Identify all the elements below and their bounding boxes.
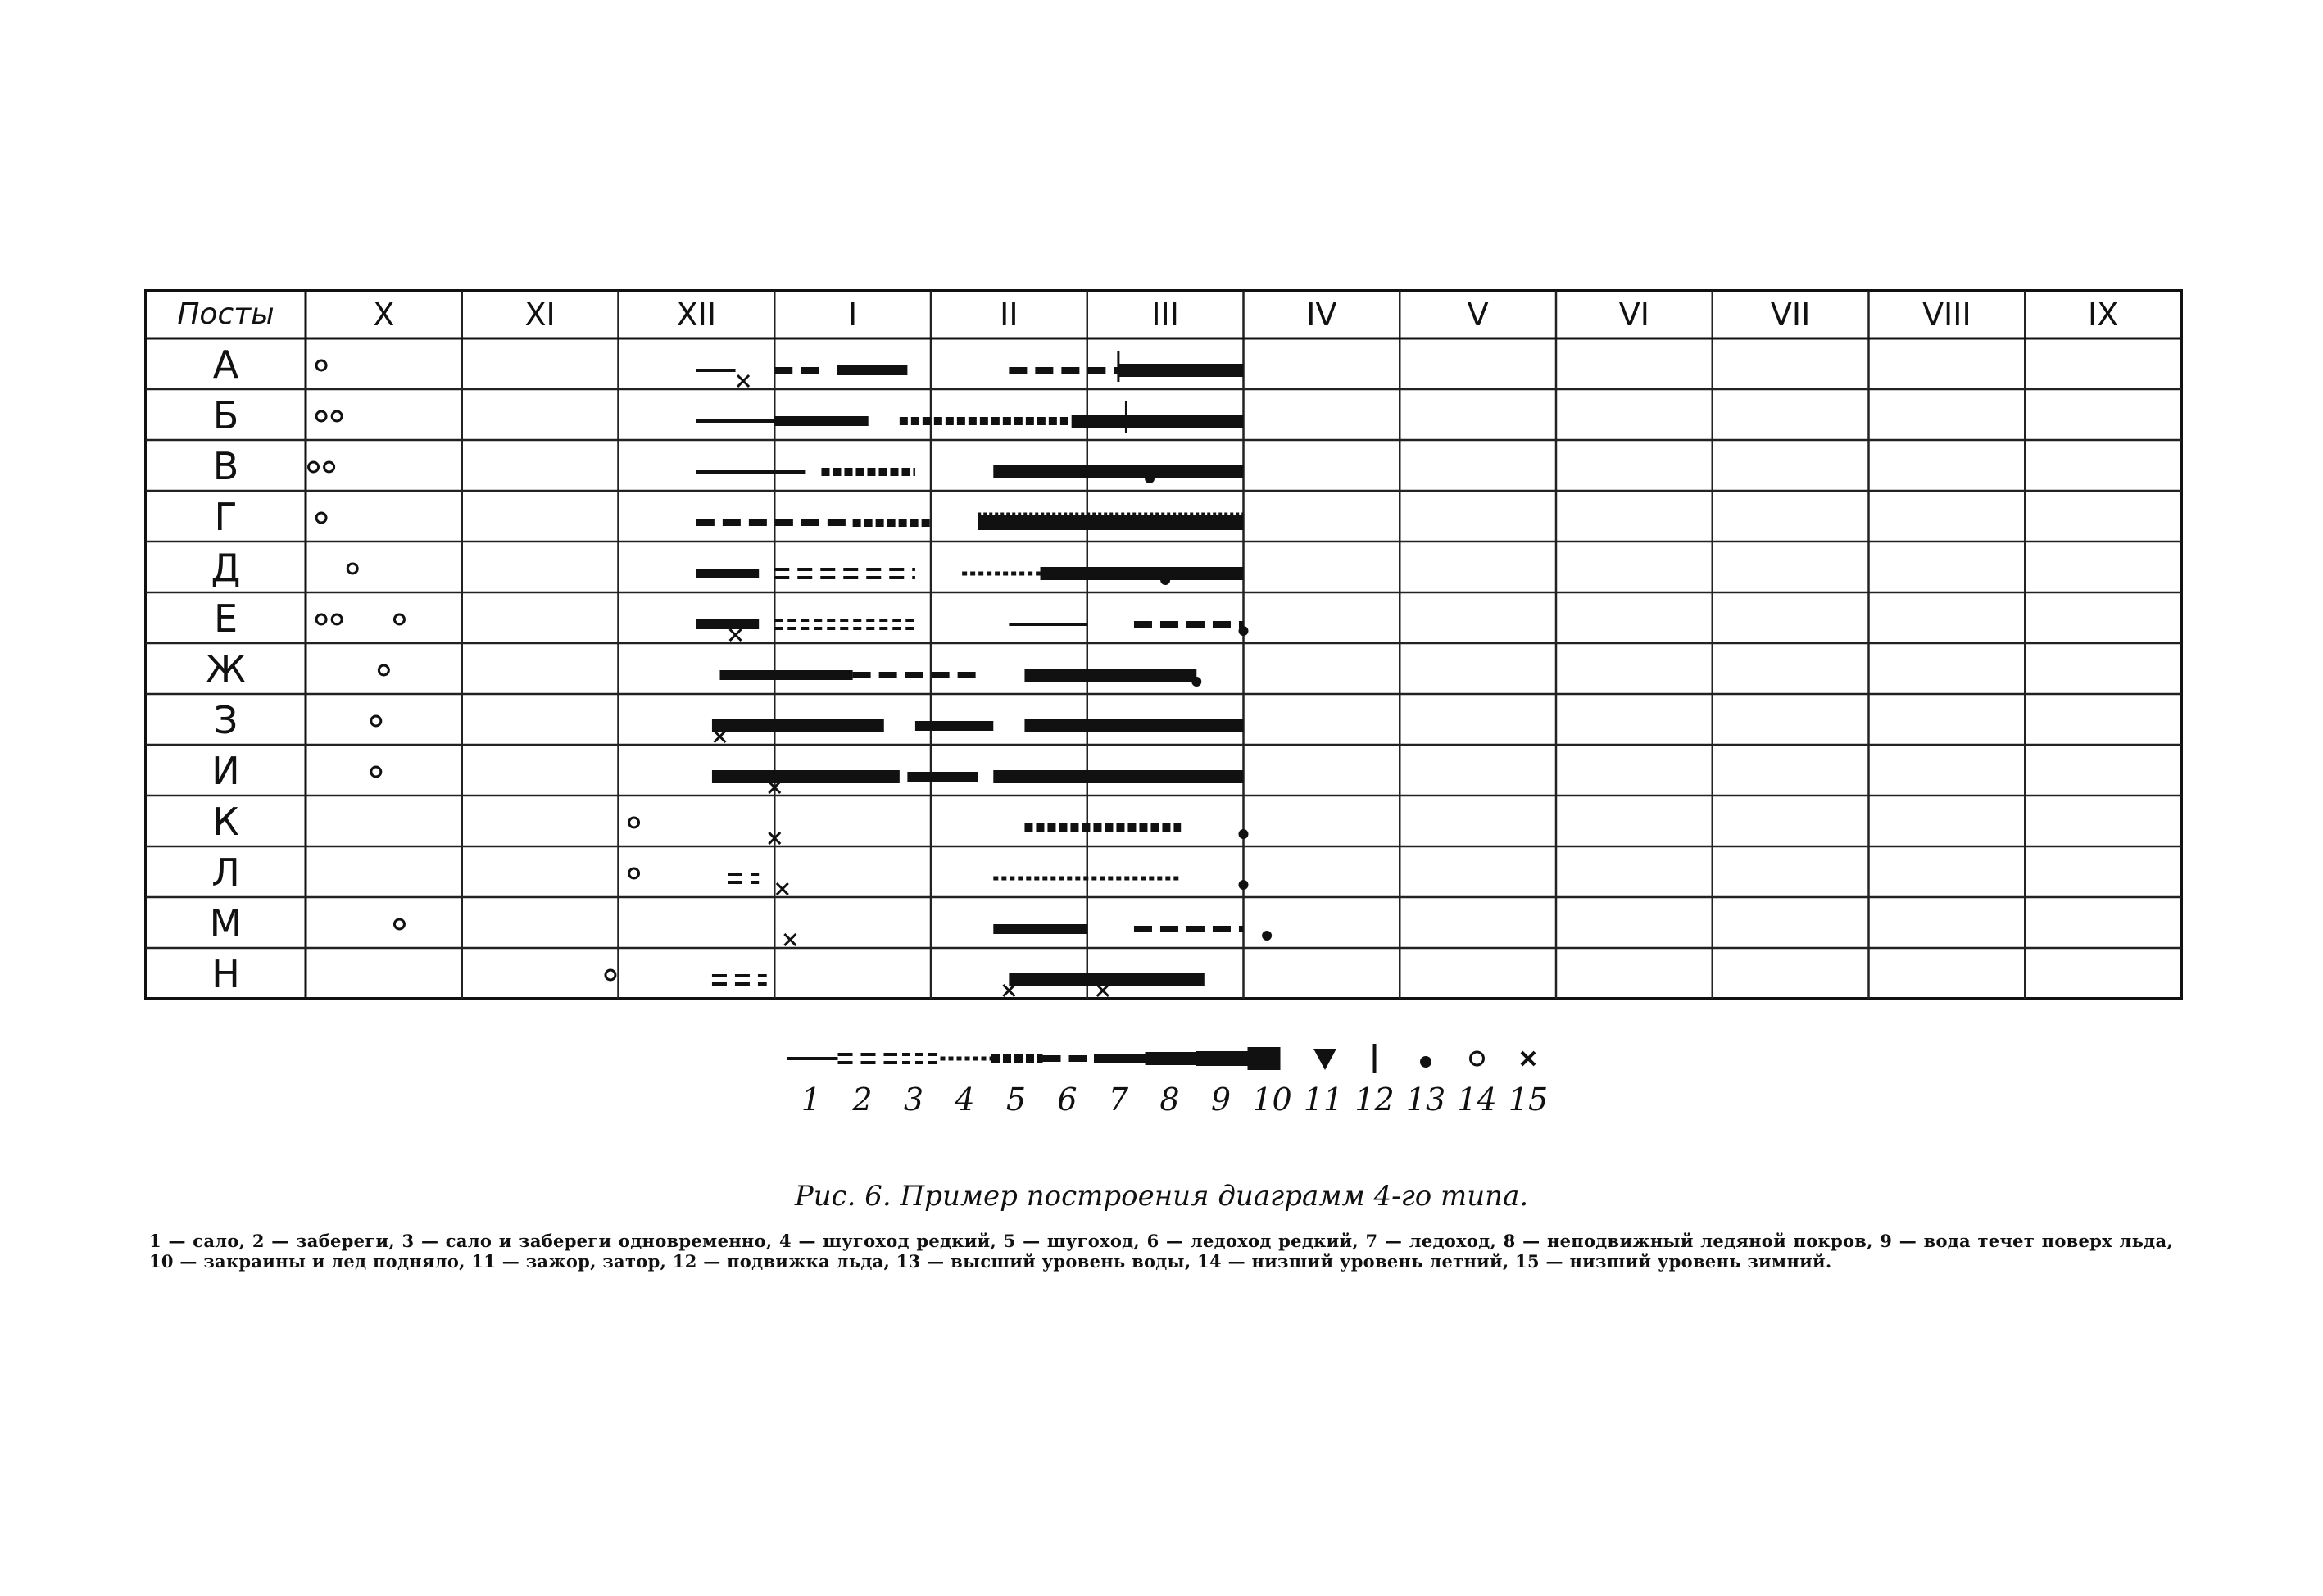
post-label: З (213, 698, 238, 742)
min-summer-level-mark (316, 360, 326, 370)
post-label: К (212, 800, 239, 844)
min-summer-level-mark (371, 716, 381, 726)
month-label: III (1151, 297, 1179, 333)
legend-number: 12 (1354, 1081, 1395, 1118)
legend-number: 6 (1057, 1081, 1078, 1118)
min-winter-level-mark (777, 883, 788, 895)
legend-number: 13 (1405, 1081, 1446, 1118)
min-summer-level-mark (316, 513, 326, 523)
legend-symbol-max-level (1420, 1056, 1431, 1068)
month-label: I (848, 297, 858, 333)
max-level-mark (1262, 931, 1272, 941)
min-summer-level-mark (371, 767, 381, 777)
post-label: Ж (205, 647, 247, 691)
legend-number: 10 (1252, 1081, 1292, 1118)
min-summer-level-mark (332, 411, 342, 421)
month-label: IX (2088, 297, 2119, 333)
min-summer-level-mark (606, 970, 615, 980)
post-label: И (211, 749, 240, 793)
min-summer-level-mark (347, 564, 357, 574)
legend-number: 15 (1508, 1081, 1549, 1118)
post-label: М (209, 901, 243, 945)
legend-number: 3 (903, 1081, 924, 1118)
figure-caption-legend: 1 — сало, 2 — забереги, 3 — сало и забереги одновременно, 4 — шугоход редкий, 5 — шугоход, 6 — ледоход редкий, 7 — ледоход, 8 — неподвижный ледяной покров, 9 — вода течет поверх льда, 10 — закраины и лед подняло, 11 — зажор, затор, 12 — подвижка льда, 13 — высший уровень воды, 14 — низший уровень летний, 15 — низший уровень зимний. (149, 1231, 2173, 1272)
min-summer-level-mark (316, 614, 326, 624)
max-level-mark (1239, 829, 1249, 839)
max-level-mark (1239, 880, 1249, 890)
figure-caption-title: Рис. 6. Пример построения диаграмм 4-го типа. (794, 1180, 1529, 1213)
month-label: IV (1306, 297, 1337, 333)
min-summer-level-mark (394, 614, 404, 624)
post-label: Е (213, 596, 238, 641)
month-label: II (1000, 297, 1019, 333)
min-summer-level-mark (394, 919, 404, 929)
max-level-mark (1145, 474, 1155, 483)
min-summer-level-mark (379, 665, 388, 675)
post-label: Л (211, 850, 240, 895)
legend-symbols (787, 1044, 1548, 1118)
month-header (177, 297, 2118, 333)
post-label: Г (214, 495, 238, 539)
post-label: Б (212, 393, 239, 438)
legend-symbol-ice-jam (1313, 1049, 1336, 1070)
post-label: Н (211, 952, 240, 996)
min-winter-level-mark (1003, 985, 1014, 996)
min-summer-level-mark (332, 614, 342, 624)
post-label: Д (211, 546, 241, 590)
month-label: XI (524, 297, 556, 333)
min-winter-level-mark (784, 934, 796, 945)
legend-symbol-lead-closure (1248, 1047, 1281, 1070)
min-winter-level-mark (1097, 985, 1109, 996)
min-summer-level-mark (324, 462, 334, 472)
legend-symbol-min-summer (1471, 1052, 1484, 1065)
min-summer-level-mark (309, 462, 319, 472)
posts-header-label: Посты (177, 297, 274, 331)
min-winter-level-mark (730, 629, 742, 641)
post-label: В (212, 444, 239, 488)
month-label: X (373, 297, 395, 333)
legend-number: 9 (1210, 1081, 1232, 1118)
min-summer-level-mark (629, 818, 639, 827)
month-label: XII (676, 297, 717, 333)
ice-phenomena-marks (309, 351, 1273, 996)
month-label: V (1467, 297, 1489, 333)
table-border (146, 291, 2181, 999)
legend-number: 2 (852, 1081, 873, 1118)
legend-number: 5 (1005, 1081, 1027, 1118)
min-summer-level-mark (629, 868, 639, 878)
legend-number: 11 (1303, 1081, 1344, 1118)
legend-number: 7 (1108, 1081, 1129, 1118)
min-winter-level-mark (714, 731, 725, 742)
legend-number: 1 (801, 1081, 822, 1118)
min-summer-level-mark (316, 411, 326, 421)
month-label: VII (1770, 297, 1811, 333)
legend-symbol-min-winter (1522, 1052, 1535, 1065)
legend-number: 14 (1457, 1081, 1497, 1118)
legend-number: 8 (1159, 1081, 1180, 1118)
max-level-mark (1191, 677, 1201, 687)
max-level-mark (1239, 626, 1249, 636)
min-winter-level-mark (737, 375, 749, 387)
diagram-grid (146, 291, 2181, 999)
post-label: А (212, 342, 239, 387)
legend-number: 4 (955, 1081, 975, 1118)
month-label: VI (1618, 297, 1649, 333)
month-label: VIII (1922, 297, 1971, 333)
max-level-mark (1160, 575, 1170, 585)
